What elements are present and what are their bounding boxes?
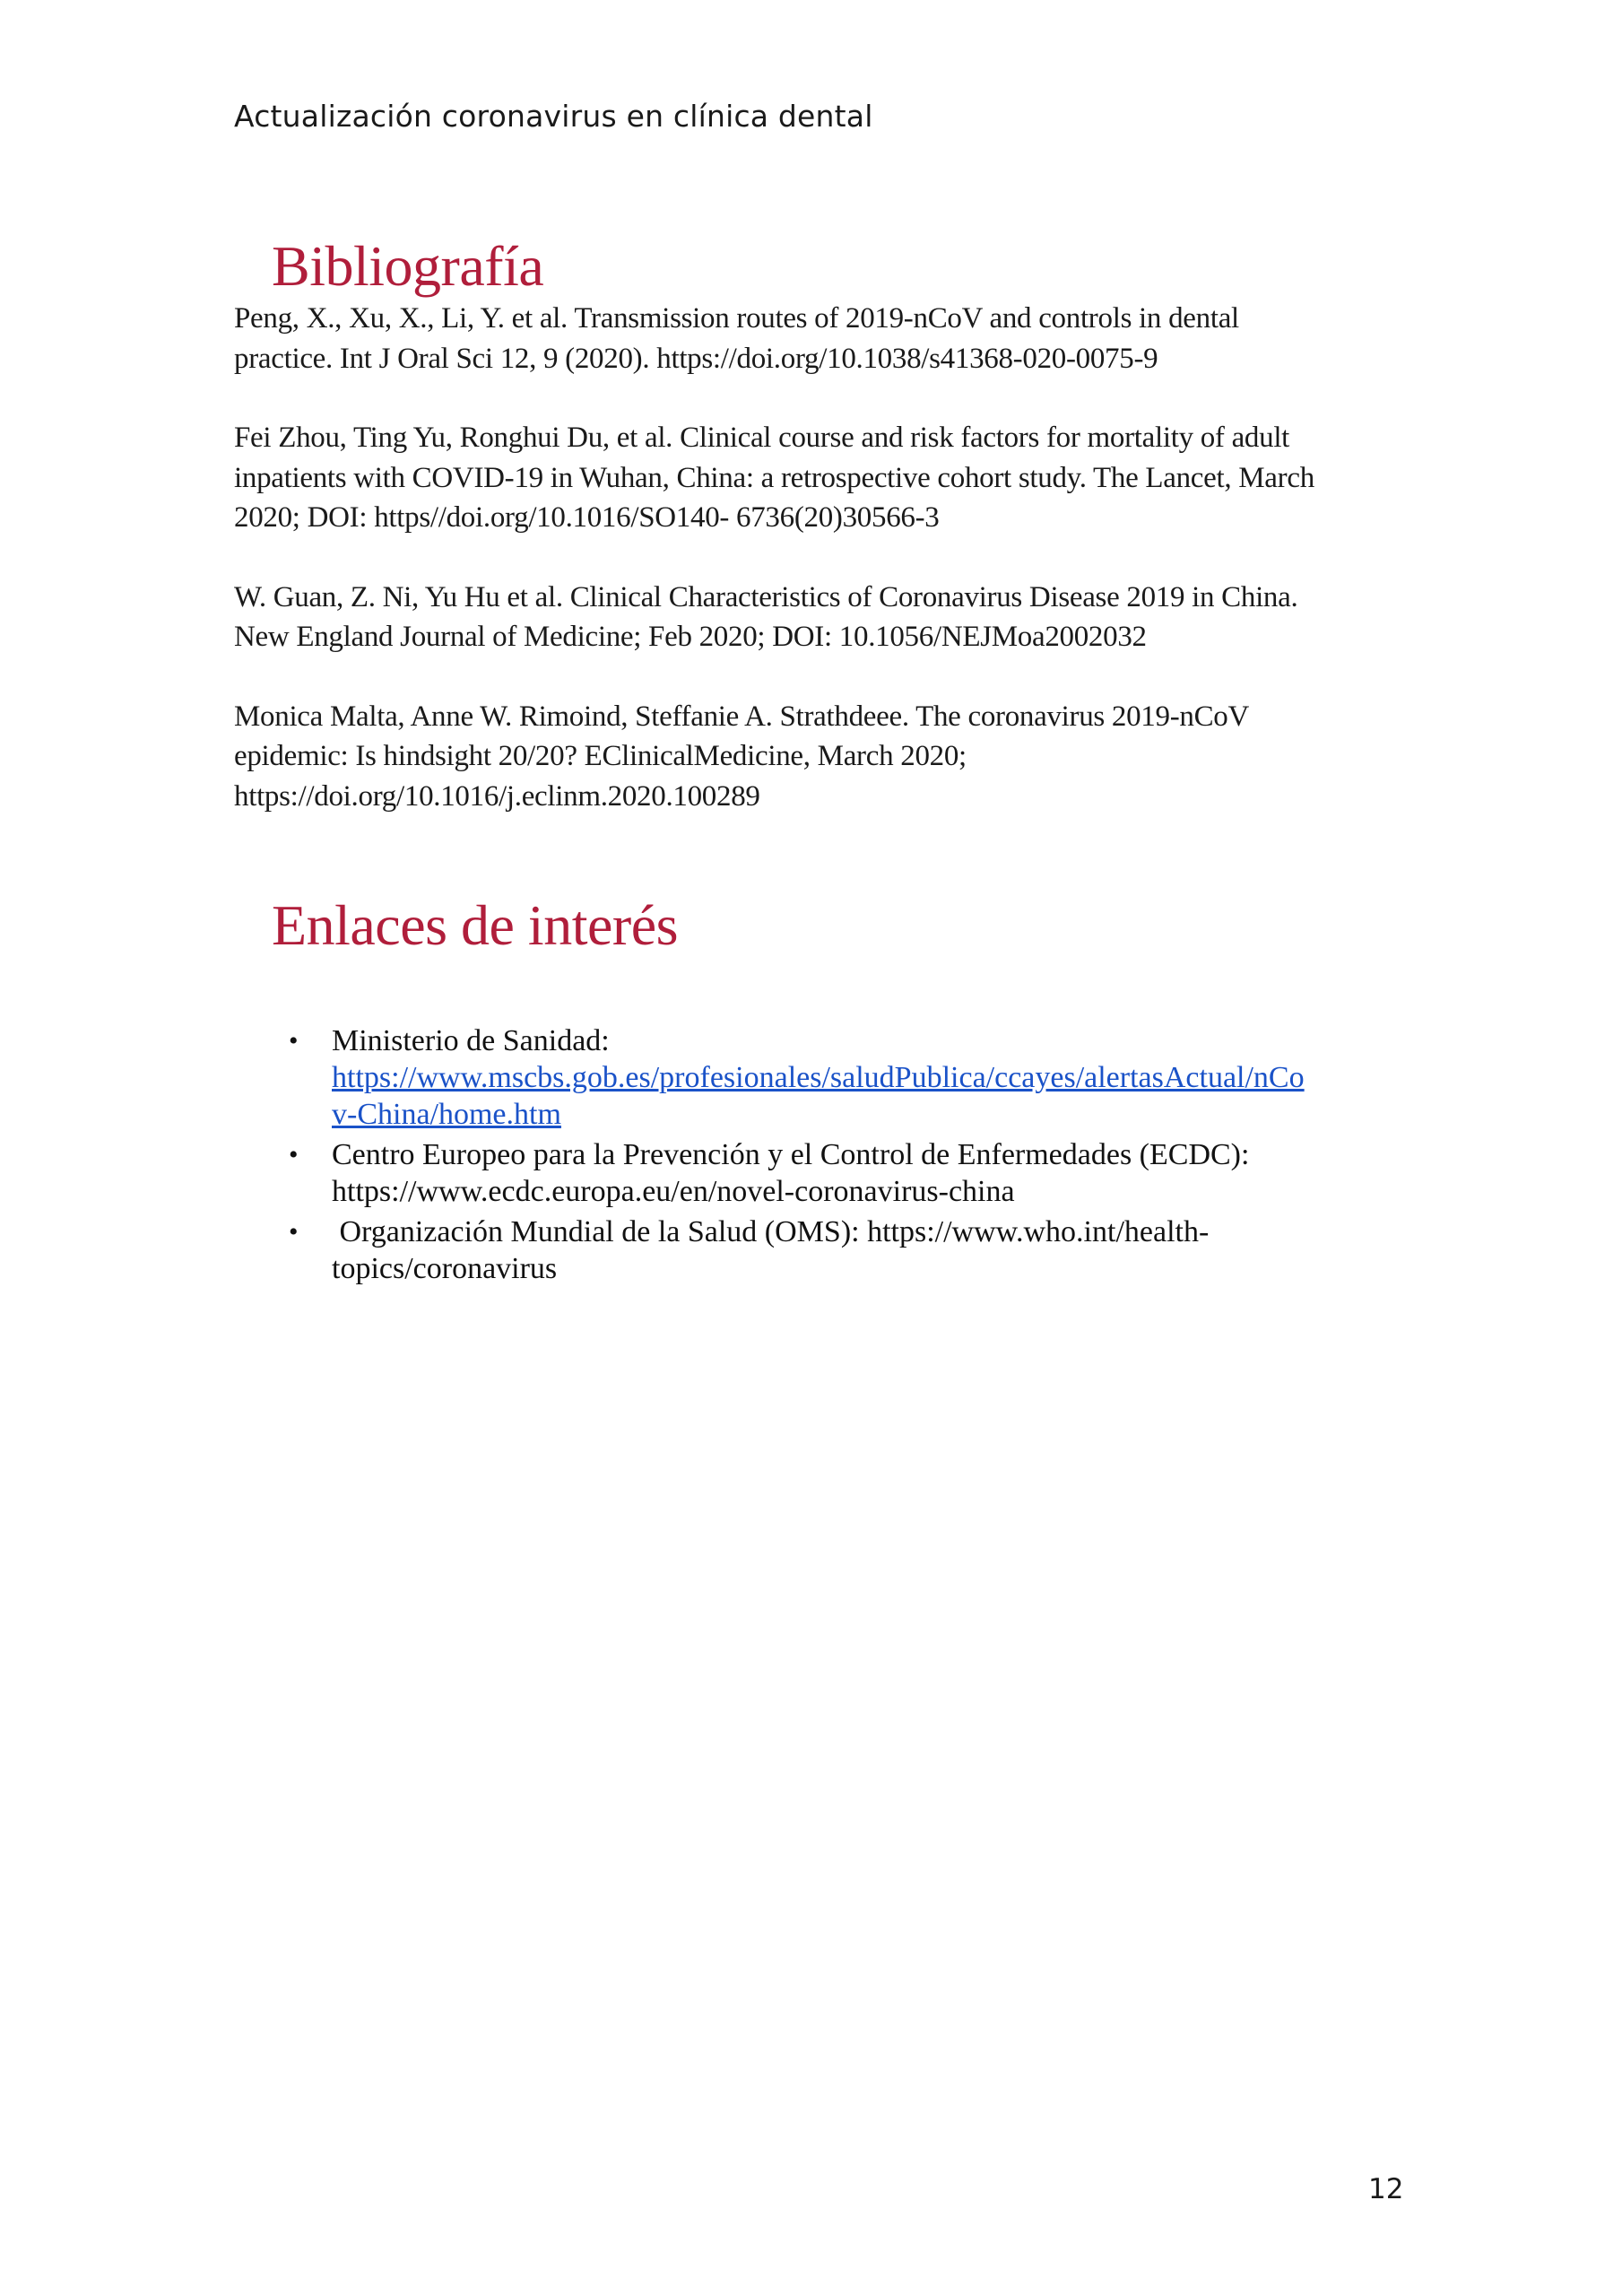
running-header: Actualización coronavirus en clínica dental xyxy=(234,99,873,134)
reference-entry xyxy=(234,697,1400,817)
reference-line: practice. Int J Oral Sci 12, 9 (2020). https://doi.org/10.1038/s41368-020-0075-9 xyxy=(234,342,1158,375)
link-line: https://www.mscbs.gob.es/profesionales/saludPublica/ccayes/alertasActual/nCo xyxy=(332,1061,1305,1094)
reference-line: inpatients with COVID-19 in Wuhan, China: a retrospective cohort study. The Lancet, March xyxy=(234,461,1314,494)
list-item-line: topics/coronavirus xyxy=(332,1252,558,1285)
links-list xyxy=(282,1022,1412,1291)
link-label: Ministerio de Sanidad: xyxy=(332,1024,610,1057)
reference-entry xyxy=(234,578,1400,657)
bullet-icon: • xyxy=(289,1217,299,1247)
bullet-icon: • xyxy=(289,1026,299,1056)
links-heading: Enlaces de interés xyxy=(272,893,678,957)
reference-entry xyxy=(234,418,1400,538)
bibliography-heading: Bibliografía xyxy=(272,234,544,298)
list-item xyxy=(282,1213,1412,1287)
reference-entry xyxy=(234,299,1400,378)
link-line: v-China/home.htm xyxy=(332,1098,561,1131)
reference-line: 2020; DOI: https//doi.org/10.1016/SO140- 6736(20)30566-3 xyxy=(234,501,940,534)
list-item-line: Organización Mundial de la Salud (OMS): https://www.who.int/health- xyxy=(332,1215,1210,1248)
list-item-line: Centro Europeo para la Prevención y el Control de Enfermedades (ECDC): xyxy=(332,1138,1250,1171)
reference-line: Peng, X., Xu, X., Li, Y. et al. Transmission routes of 2019-nCoV and controls in dental xyxy=(234,302,1239,335)
reference-line: https://doi.org/10.1016/j.eclinm.2020.100289 xyxy=(234,779,760,813)
list-item xyxy=(282,1136,1412,1210)
bibliography-list xyxy=(234,299,1400,856)
reference-line: New England Journal of Medicine; Feb 2020; DOI: 10.1056/NEJMoa2002032 xyxy=(234,621,1147,653)
reference-line: epidemic: Is hindsight 20/20? EClinicalMedicine, March 2020; xyxy=(234,740,967,772)
page-number: 12 xyxy=(1368,2173,1404,2205)
bullet-icon: • xyxy=(289,1140,299,1170)
reference-line: Fei Zhou, Ting Yu, Ronghui Du, et al. Clinical course and risk factors for mortality of adult xyxy=(234,422,1290,454)
reference-line: Monica Malta, Anne W. Rimoind, Steffanie A. Strathdeee. The coronavirus 2019-nCoV xyxy=(234,700,1250,733)
list-item xyxy=(282,1022,1412,1133)
list-item-line: https://www.ecdc.europa.eu/en/novel-coronavirus-china xyxy=(332,1175,1015,1208)
ministerio-sanidad-link[interactable] xyxy=(332,1059,1412,1133)
reference-line: W. Guan, Z. Ni, Yu Hu et al. Clinical Characteristics of Coronavirus Disease 2019 in China. xyxy=(234,580,1298,613)
